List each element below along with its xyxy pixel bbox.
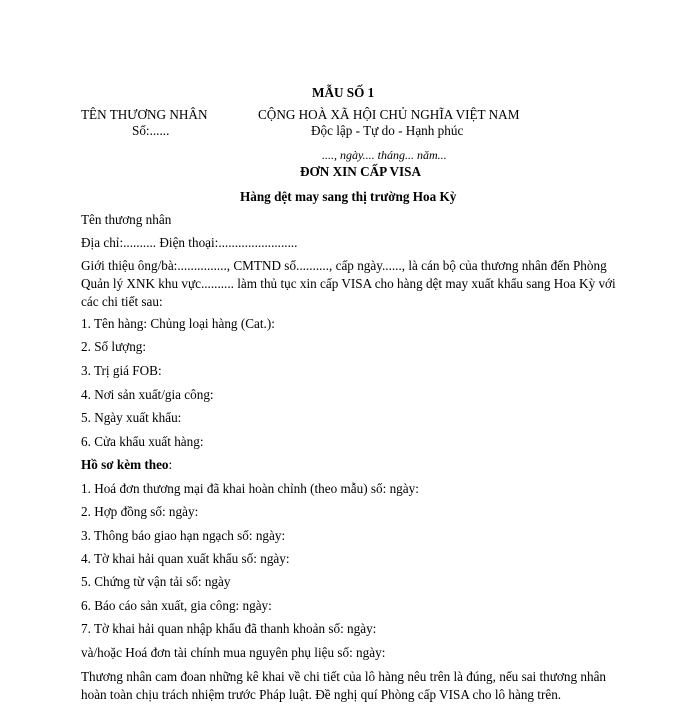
attachments-heading-colon: : — [168, 457, 173, 472]
attachments-heading-text: Hồ sơ kèm theo — [81, 457, 169, 472]
address-line: Địa chỉ:.......... Điện thoại:........................ — [81, 235, 298, 250]
attachment-item: 6. Báo cáo sản xuất, gia công: ngày: — [81, 598, 272, 613]
date-line: ...., ngày.... tháng... năm... — [322, 148, 447, 162]
detail-item: 5. Ngày xuất khẩu: — [81, 410, 182, 425]
merchant-name-line: Tên thương nhân — [81, 212, 172, 227]
merchant-name-header: TÊN THƯƠNG NHÂN — [81, 107, 208, 122]
attachment-extra: và/hoặc Hoá đơn tài chính mua nguyên phụ liệu số: ngày: — [81, 645, 386, 660]
detail-item: 2. Số lượng: — [81, 339, 147, 354]
attachment-item: 3. Thông báo giao hạn ngạch số: ngày: — [81, 528, 286, 543]
attachment-item: 5. Chứng từ vận tải số: ngày — [81, 574, 231, 589]
attachment-item: 4. Tờ khai hải quan xuất khẩu số: ngày: — [81, 551, 290, 566]
attachment-item: 7. Tờ khai hải quan nhập khẩu đã thanh khoản số: ngày: — [81, 621, 377, 636]
intro-paragraph: Giới thiệu ông/bà:..............., CMTND số.........., cấp ngày......, là cán bộ của thương nhân đến Phòng Quản lý XNK khu vực.......... làm thủ tục xin cấp VISA cho hàng dệt may xuất khẩu sang Hoa Kỳ với các chi tiết sau: — [81, 258, 616, 309]
detail-item: 4. Nơi sản xuất/gia công: — [81, 387, 214, 402]
detail-item: 3. Trị giá FOB: — [81, 363, 162, 378]
detail-item: 6. Cửa khẩu xuất hàng: — [81, 434, 204, 449]
attachments-heading — [81, 458, 172, 471]
attachment-item: 2. Hợp đồng số: ngày: — [81, 504, 199, 519]
commitment-paragraph: Thương nhân cam đoan những kê khai về chi tiết của lô hàng nêu trên là đúng, nếu sai thương nhân hoàn toàn chịu trách nhiệm trước Pháp luật. Đề nghị quí Phòng cấp VISA cho lô hàng trên. — [81, 669, 607, 702]
document-title: ĐƠN XIN CẤP VISA — [300, 164, 422, 179]
country-name: CỘNG HOÀ XÃ HỘI CHỦ NGHĨA VIỆT NAM — [258, 107, 520, 122]
national-motto: Độc lập - Tự do - Hạnh phúc — [311, 123, 464, 138]
document-subtitle: Hàng dệt may sang thị trường Hoa Kỳ — [240, 189, 457, 204]
form-number: MẪU SỐ 1 — [312, 85, 375, 100]
detail-item: 1. Tên hàng: Chủng loại hàng (Cat.): — [81, 316, 275, 331]
document-number: Số:...... — [132, 123, 170, 138]
attachment-item: 1. Hoá đơn thương mại đã khai hoàn chỉnh (theo mẫu) số: ngày: — [81, 481, 419, 496]
